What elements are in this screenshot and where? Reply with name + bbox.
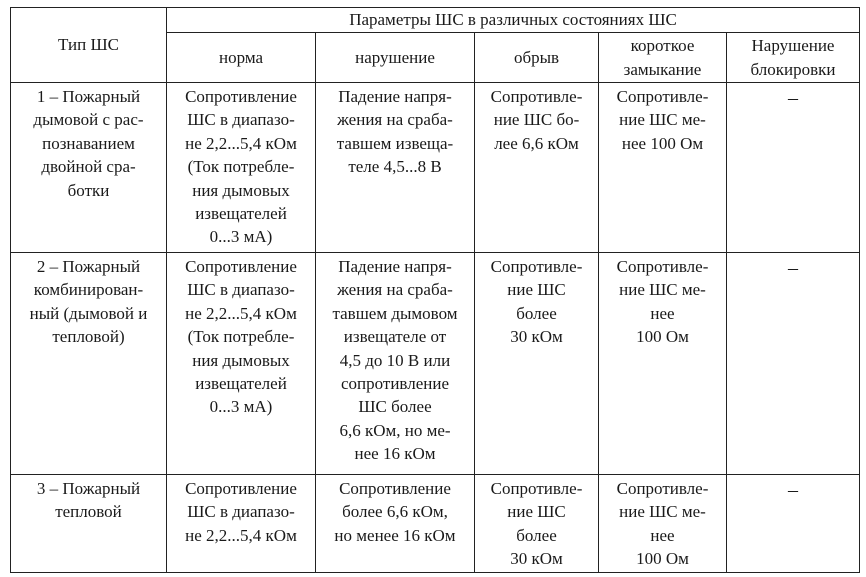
- cell-break: [475, 253, 599, 475]
- cell-short-circuit-line: нее: [650, 303, 675, 323]
- cell-short-circuit-line: Сопротивле-: [616, 257, 709, 276]
- cell-violation-line: Падение напря-: [338, 257, 452, 276]
- cell-break-line: Сопротивле-: [490, 479, 583, 498]
- cell-violation-line: ШС более: [358, 397, 432, 417]
- cell-blocking-violation: [727, 475, 860, 573]
- cell-short-circuit: [599, 83, 727, 253]
- cell-norm-line: ШС в диапазо-: [187, 502, 295, 522]
- cell-norm-line: (Ток потребле-: [187, 157, 295, 177]
- row-type-line: познаванием: [42, 133, 135, 153]
- cell-break-line: 30 кОм: [510, 549, 563, 569]
- cell-violation-line: но менее 16 кОм: [334, 525, 456, 545]
- header-group-cell: [167, 8, 860, 33]
- cell-violation-line: жения на сраба-: [337, 110, 453, 130]
- header-state-blocking-violation-line: блокировки: [750, 59, 836, 79]
- cell-break-line: Сопротивле-: [490, 87, 583, 106]
- table-row: [11, 475, 860, 573]
- cell-violation-line: теле 4,5...8 В: [348, 157, 442, 177]
- cell-violation-line: более 6,6 кОм,: [342, 502, 448, 522]
- header-state-blocking-violation-line: Нарушение: [751, 36, 835, 56]
- cell-blocking-violation: [727, 253, 860, 475]
- row-type-line: ботки: [67, 180, 110, 200]
- cell-norm-line: не 2,2...5,4 кОм: [185, 525, 297, 545]
- row-type-cell: [11, 253, 167, 475]
- cell-violation-line: нее 16 кОм: [354, 444, 436, 464]
- cell-break-line: более: [516, 303, 557, 323]
- cell-norm-line: Сопротивление: [185, 479, 297, 498]
- table-row: [11, 83, 860, 253]
- header-group-label: Параметры ШС в различных состояниях ШС: [349, 10, 677, 30]
- cell-break: [475, 475, 599, 573]
- cell-norm-line: не 2,2...5,4 кОм: [185, 303, 297, 323]
- row-type-line: ный (дымовой и: [29, 303, 148, 323]
- cell-short-circuit: [599, 253, 727, 475]
- row-type-line: 3 – Пожарный: [36, 479, 141, 498]
- cell-break: [475, 83, 599, 253]
- header-state-short-circuit-line: короткое: [630, 36, 695, 56]
- cell-short-circuit-line: нее: [650, 525, 675, 545]
- cell-break-line: ние ШС: [507, 280, 566, 300]
- header-state-blocking-violation: [727, 33, 860, 83]
- cell-norm-line: Сопротивление: [185, 257, 297, 276]
- row-type-line: 2 – Пожарный: [36, 257, 141, 276]
- cell-norm-line: (Ток потребле-: [187, 327, 295, 347]
- cell-norm-line: Сопротивление: [185, 87, 297, 106]
- header-state-break: [475, 33, 599, 83]
- row-type-cell: [11, 475, 167, 573]
- cell-short-circuit-line: 100 Ом: [636, 549, 689, 569]
- cell-break-line: Сопротивле-: [490, 257, 583, 276]
- row-type-line: комбинирован-: [33, 280, 144, 300]
- cell-violation-line: 6,6 кОм, но ме-: [339, 420, 451, 440]
- row-type-line: тепловой: [55, 502, 122, 522]
- header-state-violation: [316, 33, 475, 83]
- cell-norm-line: не 2,2...5,4 кОм: [185, 133, 297, 153]
- cell-violation-line: 4,5 до 10 В или: [339, 350, 451, 370]
- cell-violation-line: Падение напря-: [338, 87, 452, 106]
- cell-violation-line: сопротивление: [340, 374, 450, 394]
- cell-norm-line: ШС в диапазо-: [187, 280, 295, 300]
- cell-short-circuit-line: Сопротивле-: [616, 87, 709, 106]
- cell-violation: [316, 83, 475, 253]
- header-state-break-line: обрыв: [513, 47, 560, 67]
- cell-norm: [167, 83, 316, 253]
- cell-short-circuit-line: ние ШС ме-: [619, 502, 706, 522]
- header-type-label: Тип ШС: [58, 35, 119, 55]
- row-type-line: тепловой): [52, 327, 125, 347]
- header-state-short-circuit-line: замыкание: [623, 59, 702, 79]
- cell-norm-line: извещателей: [195, 374, 287, 394]
- cell-break-line: 30 кОм: [510, 327, 563, 347]
- cell-short-circuit-line: 100 Ом: [636, 327, 689, 347]
- header-type-cell: [11, 8, 167, 83]
- header-state-violation-line: нарушение: [355, 47, 435, 67]
- row-type-cell: [11, 83, 167, 253]
- cell-norm-line: ШС в диапазо-: [187, 110, 295, 130]
- cell-violation-line: жения на сраба-: [337, 280, 453, 300]
- header-state-norm: [167, 33, 316, 83]
- cell-norm-line: ния дымовых: [192, 180, 290, 200]
- cell-short-circuit-line: ние ШС ме-: [619, 110, 706, 130]
- row-type-line: двойной сра-: [41, 157, 136, 177]
- cell-blocking-violation-line: –: [788, 87, 798, 109]
- cell-blocking-violation-line: –: [788, 479, 798, 501]
- cell-break-line: ние ШС бо-: [493, 110, 580, 130]
- row-type-line: дымовой с рас-: [33, 110, 144, 130]
- cell-violation-line: Сопротивление: [339, 479, 451, 498]
- header-state-short-circuit: [599, 33, 727, 83]
- cell-blocking-violation: [727, 83, 860, 253]
- cell-violation: [316, 253, 475, 475]
- cell-blocking-violation-line: –: [788, 257, 798, 279]
- header-state-norm-line: норма: [218, 47, 264, 67]
- cell-short-circuit-line: Сопротивле-: [616, 479, 709, 498]
- cell-short-circuit-line: нее 100 Ом: [621, 133, 704, 153]
- table-row: [11, 253, 860, 475]
- cell-norm-line: 0...3 мА): [209, 227, 273, 247]
- cell-violation: [316, 475, 475, 573]
- cell-norm-line: ния дымовых: [192, 350, 290, 370]
- cell-short-circuit: [599, 475, 727, 573]
- cell-violation-line: тавшем извеща-: [336, 133, 454, 153]
- row-type-line: 1 – Пожарный: [36, 87, 141, 106]
- cell-break-line: более: [516, 525, 557, 545]
- cell-short-circuit-line: ние ШС ме-: [619, 280, 706, 300]
- cell-break-line: ние ШС: [507, 502, 566, 522]
- cell-norm: [167, 253, 316, 475]
- cell-violation-line: тавшем дымовом: [332, 303, 458, 323]
- cell-norm: [167, 475, 316, 573]
- cell-break-line: лее 6,6 кОм: [494, 133, 579, 153]
- cell-violation-line: извещателе от: [343, 327, 447, 347]
- parameters-table: [10, 7, 860, 573]
- cell-norm-line: 0...3 мА): [209, 397, 273, 417]
- cell-norm-line: извещателей: [195, 204, 287, 224]
